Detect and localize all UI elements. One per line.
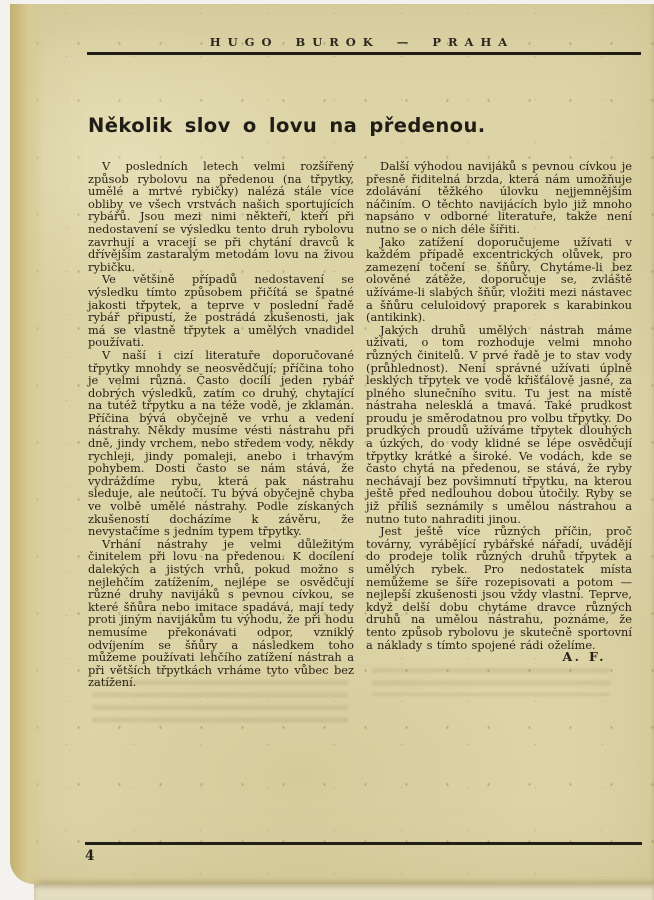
page-edge	[10, 4, 44, 884]
paragraph: Jakých druhů umělých nástrah máme užívati, o tom rozhoduje velmi mnoho různých činitelů. V prvé řadě je to stav vody (průhlednost). Není správné užívati úplně lesklých třpytek ve vodě křišťálově jasné, za plného slunečního svitu. Tu jest na místě nástraha nelesklá a tmavá. Také prudkost proudu je směrodatnou pro volbu třpytky. Do prudkých proudů užíváme třpytek dlouhých a úzkých, do vody klidné se lépe osvědčují třpytky krátké a široké. Ve vodách, kde se často chytá na předenou, se stává, že ryby nechávají bez povšimnutí třpytku, na kterou ještě před nedlouhou dobou útočily. Ryby se již příliš seznámily s umělou nástrahou a nutno tuto nahraditi jinou.	[366, 322, 632, 526]
publisher-header: HUGO BUROK — PRAHA	[209, 35, 515, 49]
footer-rule	[85, 842, 642, 845]
paragraph: Další výhodou navijáků s pevnou cívkou je přesně řiditelná brzda, která nám umožňuje zdolávání těžkého úlovku nejjemnějším náčiním. O těchto navijácích bylo již mnoho napsáno v odborné literatuře, takže není nutno se o nich déle šířiti.	[366, 159, 632, 236]
paragraph: Jako zatížení doporučujeme užívati v každém případě excentrických olůvek, pro zamezení točení se šňůry. Chytáme-li bez olověné zátěže, doporučuje se, zvláště užíváme-li slabých šňůr, vložiti mezi nástavec a šňůru celuloidový praporek s karabinkou (antikink).	[366, 234, 632, 325]
article-title: Několik slov o lovu na předenou.	[88, 114, 486, 138]
article-body	[88, 160, 632, 689]
paragraph: Vrhání nástrahy je velmi důležitým činitelem při lovu na předenou. K docílení dalekých a jistých vrhů, pokud možno s nejlehčím zatížením, nejlépe se osvědčují různé druhy navijáků s pevnou cívkou, se které šňůra nebo imitace spadává, mají tedy proti jiným navijákům tu výhodu, že při hodu nemusíme překonávati odpor, vzniklý odvíjením se šňůry a následkem toho můžeme používati lehčího zatížení nástrah a při větších třpytkách vrháme tyto vůbec bez zatížení.	[88, 536, 354, 690]
book-page	[10, 4, 654, 884]
author-initials: A. F.	[562, 649, 606, 665]
right-column	[366, 160, 632, 689]
left-column	[88, 160, 354, 689]
paragraph: V posledních letech velmi rozšířený způsob rybolovu na předenou (na třpytky, umělé a mrtvé rybičky) nalézá stále více obliby ve všech vrstvách našich sportujících rybářů. Jsou mezi nimi někteří, kteří při nedostavení se výsledku tento druh rybolovu zavrhují a vracejí se při chytání dravců k dřívějším zastaralým metodám lovu na živou rybičku.	[88, 159, 354, 274]
underlying-page-edge	[34, 884, 654, 900]
paragraph: Jest ještě více různých příčin, proč továrny, vyrábějící rybářské nářadí, uvádějí do prodeje tolik různých druhů třpytek a umělých rybek. Pro nedostatek místa nemůžeme se šíře rozepisovati a potom — nejlepší zkušenosti jsou vždy vlastní. Teprve, když delší dobu chytáme dravce různých druhů na umělou nástrahu, poznáme, že tento způsob rybolovu je skutečně sportovní a náklady s tímto spojené rádi oželíme.	[366, 524, 632, 652]
header-rule	[87, 52, 641, 55]
page-number: 4	[85, 848, 95, 864]
paragraph: Ve většině případů nedostavení se výsledku tímto způsobem přičítá se špatné jakosti třpytek, a teprve v poslední řadě rybář připustí, že postrádá zkušenosti, jak má se vlastně třpytek a umělých vnadidel používati.	[88, 272, 354, 350]
paragraph: V naší i cizí literatuře doporučované třpytky mnohdy se neosvědčují; příčina toho je velmi různá. Často docílí jeden rybář dobrých výsledků, zatím co druhý, chytající na tutéž třpytku a na téže vodě, je zklamán. Příčina bývá obyčejně ve vrhu a vedení nástrahy. Někdy musíme vésti nástrahu při dně, jindy vrchem, nebo středem vody, někdy rychleji, jindy pomaleji, anebo i trhavým pohybem. Dosti často se nám stává, že vydráždíme rybu, která pak nástrahu sleduje, ale neútočí. Tu bývá obyčejně chyba ve volbě umělé nástrahy. Podle získaných zkušeností docházíme k závěru, že nevystačíme s jedním typem třpytky.	[88, 347, 354, 539]
